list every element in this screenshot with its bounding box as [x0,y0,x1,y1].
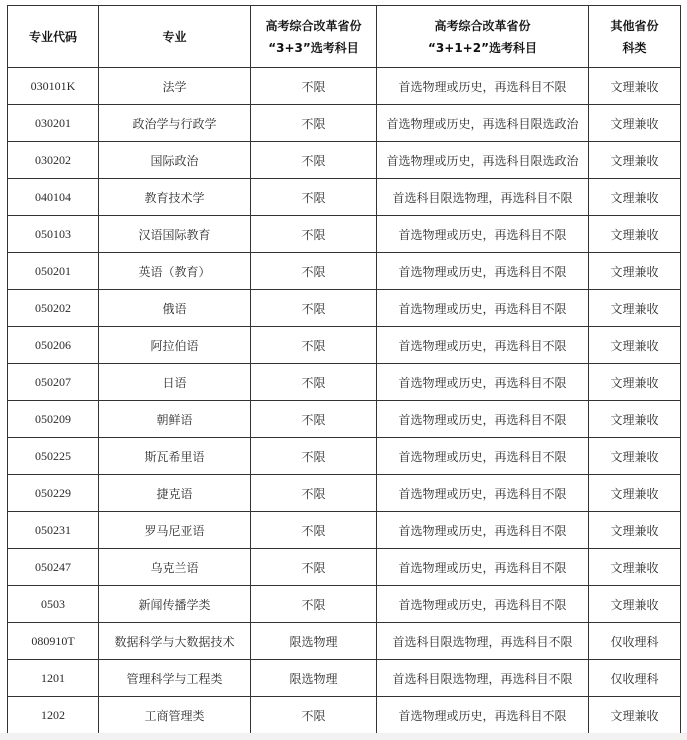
cell-3-1-2-requirement: 首选物理或历史，再选科目不限 [377,401,589,438]
cell-major-code: 040104 [8,179,99,216]
cell-major-name: 乌克兰语 [99,549,251,586]
cell-other-provinces: 文理兼收 [589,697,681,734]
table-body [8,68,681,734]
table-row [8,697,681,734]
cell-other-provinces: 文理兼收 [589,68,681,105]
cell-major-code: 0503 [8,586,99,623]
cell-3-3-requirement: 不限 [251,512,377,549]
cell-major-name: 国际政治 [99,142,251,179]
cell-major-code: 030101K [8,68,99,105]
cell-major-code: 050103 [8,216,99,253]
header-other-provinces [589,6,681,68]
header-3-1-2-requirement [377,6,589,68]
cell-3-3-requirement: 不限 [251,401,377,438]
cell-3-1-2-requirement: 首选物理或历史，再选科目不限 [377,475,589,512]
cell-other-provinces: 文理兼收 [589,179,681,216]
header-3-3-requirement [251,6,377,68]
cell-3-1-2-requirement: 首选物理或历史，再选科目不限 [377,512,589,549]
cell-other-provinces: 仅收理科 [589,660,681,697]
cell-other-provinces: 文理兼收 [589,549,681,586]
cell-major-name: 法学 [99,68,251,105]
table-row [8,253,681,290]
table-row [8,586,681,623]
cell-3-3-requirement: 不限 [251,549,377,586]
table-row [8,475,681,512]
cell-major-name: 政治学与行政学 [99,105,251,142]
cell-major-name: 日语 [99,364,251,401]
cell-3-1-2-requirement: 首选物理或历史，再选科目限选政治 [377,105,589,142]
cell-3-3-requirement: 不限 [251,253,377,290]
cell-3-1-2-requirement: 首选科目限选物理，再选科目不限 [377,623,589,660]
cell-3-1-2-requirement: 首选物理或历史，再选科目不限 [377,697,589,734]
header-3-1-2-line-1: 高考综合改革省份 [434,18,531,33]
cell-other-provinces: 仅收理科 [589,623,681,660]
table-row [8,549,681,586]
cell-other-provinces: 文理兼收 [589,327,681,364]
cell-major-name: 新闻传播学类 [99,586,251,623]
header-other-line-1: 其他省份 [610,18,659,33]
cell-major-code: 030201 [8,105,99,142]
table-row [8,105,681,142]
cell-other-provinces: 文理兼收 [589,105,681,142]
cell-3-1-2-requirement: 首选物理或历史，再选科目不限 [377,68,589,105]
cell-3-3-requirement: 不限 [251,290,377,327]
table-row [8,623,681,660]
cell-other-provinces: 文理兼收 [589,438,681,475]
table-header-row [8,6,681,68]
table-row [8,142,681,179]
cell-major-name: 工商管理类 [99,697,251,734]
cell-3-3-requirement: 限选物理 [251,660,377,697]
cell-3-3-requirement: 限选物理 [251,623,377,660]
table-row [8,660,681,697]
subject-requirements-table [7,5,681,734]
cell-other-provinces: 文理兼收 [589,475,681,512]
cell-3-3-requirement: 不限 [251,216,377,253]
table-row [8,68,681,105]
cell-3-3-requirement: 不限 [251,142,377,179]
cell-major-code: 050206 [8,327,99,364]
cell-3-3-requirement: 不限 [251,586,377,623]
header-3-1-2-line-2: “3+1+2”选考科目 [428,40,537,55]
cell-3-1-2-requirement: 首选物理或历史，再选科目不限 [377,586,589,623]
cell-3-1-2-requirement: 首选物理或历史，再选科目不限 [377,216,589,253]
cell-3-1-2-requirement: 首选物理或历史，再选科目不限 [377,290,589,327]
cell-major-code: 030202 [8,142,99,179]
cell-3-1-2-requirement: 首选物理或历史，再选科目不限 [377,364,589,401]
cell-3-1-2-requirement: 首选物理或历史，再选科目限选政治 [377,142,589,179]
cell-major-code: 050207 [8,364,99,401]
cell-3-1-2-requirement: 首选物理或历史，再选科目不限 [377,438,589,475]
cell-other-provinces: 文理兼收 [589,290,681,327]
cell-3-3-requirement: 不限 [251,364,377,401]
table-row [8,364,681,401]
cell-major-name: 阿拉伯语 [99,327,251,364]
header-major-code: 专业代码 [8,6,99,68]
cell-other-provinces: 文理兼收 [589,586,681,623]
cell-major-code: 050201 [8,253,99,290]
header-3-3-line-1: 高考综合改革省份 [265,18,362,33]
cell-major-code: 1201 [8,660,99,697]
cell-3-1-2-requirement: 首选科目限选物理，再选科目不限 [377,660,589,697]
cell-major-code: 050209 [8,401,99,438]
cell-major-code: 050247 [8,549,99,586]
header-other-line-2: 科类 [622,40,647,55]
bottom-strip [0,733,687,740]
cell-major-name: 斯瓦希里语 [99,438,251,475]
header-3-3-line-2: “3+3”选考科目 [268,40,359,55]
cell-major-name: 俄语 [99,290,251,327]
cell-major-code: 1202 [8,697,99,734]
cell-major-name: 罗马尼亚语 [99,512,251,549]
header-major-name: 专业 [99,6,251,68]
table-row [8,290,681,327]
cell-3-1-2-requirement: 首选物理或历史，再选科目不限 [377,549,589,586]
cell-3-1-2-requirement: 首选物理或历史，再选科目不限 [377,327,589,364]
cell-major-name: 朝鲜语 [99,401,251,438]
cell-3-3-requirement: 不限 [251,327,377,364]
table-row [8,438,681,475]
cell-3-3-requirement: 不限 [251,697,377,734]
cell-major-name: 英语（教育） [99,253,251,290]
cell-major-name: 捷克语 [99,475,251,512]
cell-major-name: 汉语国际教育 [99,216,251,253]
cell-other-provinces: 文理兼收 [589,512,681,549]
table-row [8,179,681,216]
cell-other-provinces: 文理兼收 [589,142,681,179]
cell-major-name: 数据科学与大数据技术 [99,623,251,660]
cell-3-3-requirement: 不限 [251,438,377,475]
cell-3-3-requirement: 不限 [251,475,377,512]
cell-major-code: 050229 [8,475,99,512]
cell-major-code: 080910T [8,623,99,660]
table-row [8,327,681,364]
cell-other-provinces: 文理兼收 [589,401,681,438]
cell-major-name: 管理科学与工程类 [99,660,251,697]
cell-3-3-requirement: 不限 [251,68,377,105]
page [7,5,680,734]
cell-major-code: 050231 [8,512,99,549]
cell-3-1-2-requirement: 首选科目限选物理，再选科目不限 [377,179,589,216]
cell-other-provinces: 文理兼收 [589,216,681,253]
cell-3-3-requirement: 不限 [251,179,377,216]
cell-other-provinces: 文理兼收 [589,364,681,401]
cell-3-3-requirement: 不限 [251,105,377,142]
cell-major-code: 050225 [8,438,99,475]
cell-3-1-2-requirement: 首选物理或历史，再选科目不限 [377,253,589,290]
cell-major-code: 050202 [8,290,99,327]
table-row [8,216,681,253]
cell-other-provinces: 文理兼收 [589,253,681,290]
table-row [8,512,681,549]
table-row [8,401,681,438]
cell-major-name: 教育技术学 [99,179,251,216]
